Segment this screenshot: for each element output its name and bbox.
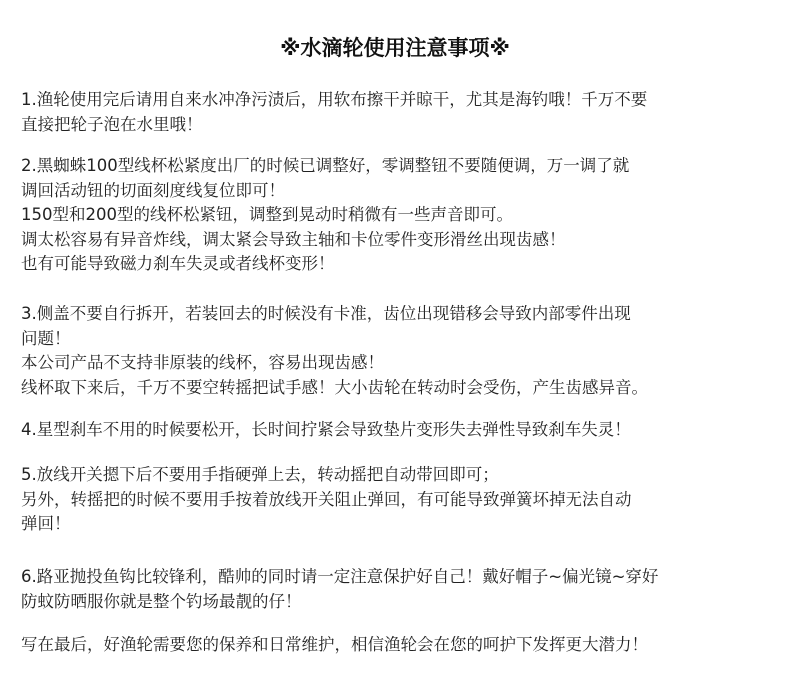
notice-line: 直接把轮子泡在水里哦！	[21, 114, 203, 134]
notice-item-3	[21, 302, 781, 400]
notice-line: 3.侧盖不要自行拆开，若装回去的时候没有卡准，齿位出现错移会导致内部零件出现	[21, 304, 631, 323]
notice-item-1	[21, 88, 781, 137]
notice-line: 写在最后，好渔轮需要您的保养和日常维护，相信渔轮会在您的呵护下发挥更大潜力！	[21, 635, 648, 654]
closing-note	[21, 633, 781, 658]
notice-item-4	[21, 418, 781, 443]
notice-line: 本公司产品不支持非原装的线杯，容易出现齿感！	[21, 353, 384, 372]
page-title: ※水滴轮使用注意事项※	[280, 36, 510, 60]
notice-line: 6.路亚抛投鱼钩比较锋利，酷帅的同时请一定注意保护好自己！戴好帽子~偏光镜~穿好	[21, 567, 659, 586]
notice-item-5	[21, 463, 781, 537]
notice-line: 另外，转摇把的时候不要用手按着放线开关阻止弹回，有可能导致弹簧坏掉无法自动	[21, 489, 632, 509]
notice-item-2	[21, 154, 781, 277]
notice-line: 防蚊防晒服你就是整个钓场最靓的仔！	[21, 591, 302, 611]
notice-line: 2.黑蜘蛛100型线杯松紧度出厂的时候已调整好，零调整钮不要随便调，万一调了就	[21, 156, 630, 175]
notice-item-6	[21, 565, 781, 614]
notice-line: 问题！	[21, 328, 71, 348]
notice-line: 调太松容易有异音炸线，调太紧会导致主轴和卡位零件变形滑丝出现齿感！	[21, 229, 566, 249]
notice-line: 4.星型刹车不用的时候要松开，长时间拧紧会导致垫片变形失去弹性导致刹车失灵！	[21, 420, 631, 439]
notice-line: 弹回！	[21, 514, 71, 533]
notice-line: 线杯取下来后，千万不要空转摇把试手感！大小齿轮在转动时会受伤，产生齿感异音。	[21, 377, 648, 397]
notice-line: 150型和200型的线杯松紧钮，调整到晃动时稍微有一些声音即可。	[21, 205, 513, 224]
notice-line: 5.放线开关摁下后不要用手指硬弹上去，转动摇把自动带回即可；	[21, 465, 499, 484]
notice-line: 调回活动钮的切面刻度线复位即可！	[21, 180, 285, 200]
notice-line: 1.渔轮使用完后请用自来水冲净污渍后，用软布擦干并晾干，尤其是海钓哦！千万不要	[21, 90, 648, 109]
notice-line: 也有可能导致磁力刹车失灵或者线杯变形！	[21, 254, 335, 273]
